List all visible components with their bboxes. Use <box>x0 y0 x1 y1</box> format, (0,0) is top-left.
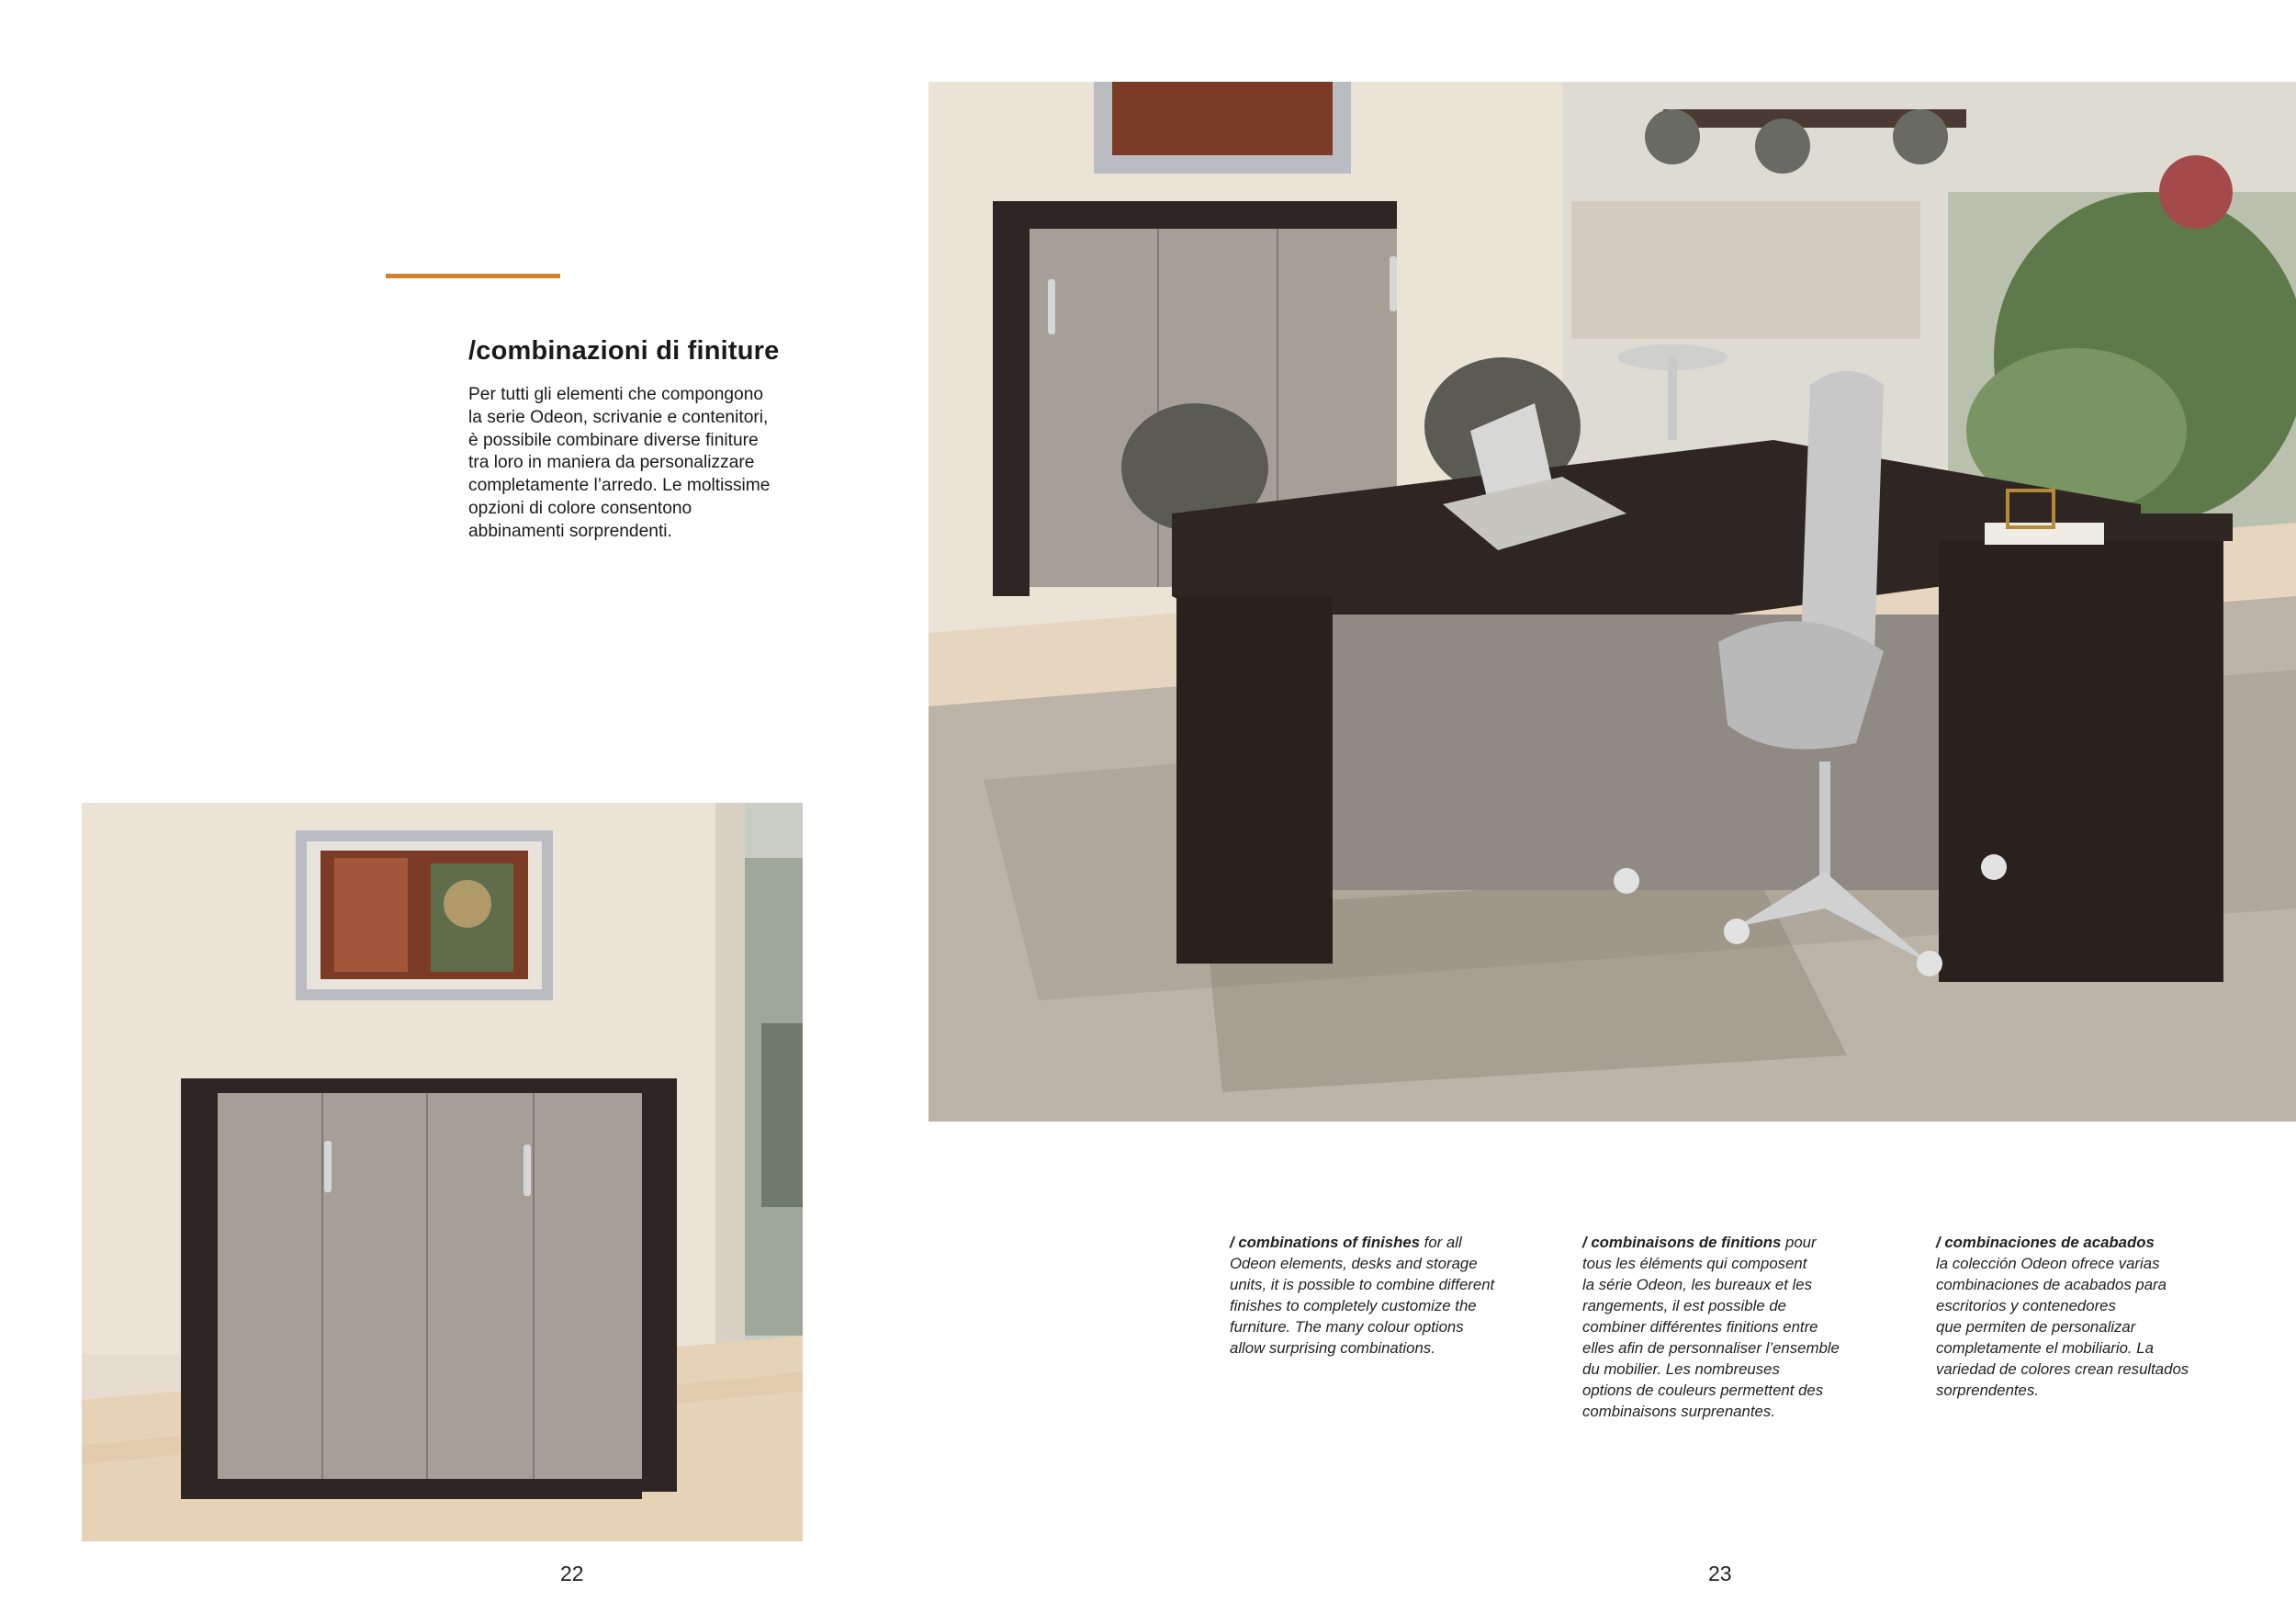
caption-english-lead: / combinations of finishes <box>1230 1234 1420 1251</box>
caption-spanish <box>1936 1232 2239 1401</box>
caption-french-lead: / combinaisons de finitions <box>1582 1234 1782 1251</box>
executive-desk-photo <box>929 82 2296 1122</box>
caption-english-text: for all Odeon elements, desks and storage units, it is possible to combine different finishes to completely customize the furniture. The many colour options allow surprising combinations. <box>1230 1234 1495 1357</box>
storage-cabinet-photo <box>82 803 803 1541</box>
caption-french <box>1582 1232 1876 1422</box>
section-title: /combinazioni di finiture <box>468 336 780 366</box>
caption-english <box>1230 1232 1524 1359</box>
section-body-italian: Per tutti gli elementi che compongono la serie Odeon, scrivanie e contenitori, è possibile combinare diverse finiture tra loro in maniera da personalizzare completamente l’arredo. Le moltissime opzioni di colore consentono abbinamenti sorprendenti. <box>468 385 771 541</box>
caption-spanish-lead: / combinaciones de acabados <box>1936 1234 2155 1251</box>
page-number-right: 23 <box>1708 1562 1732 1585</box>
page-number-left: 22 <box>560 1562 584 1585</box>
accent-divider <box>386 274 560 278</box>
caption-spanish-text: la colección Odeon ofrece varias combinaciones de acabados para escritorios y contenedores que permiten de personalizar completamente el mobiliario. La variedad de colores crean resultados sorprendentes. <box>1936 1255 2189 1399</box>
caption-french-text: pour tous les éléments qui composent la série Odeon, les bureaux et les rangements, il est possible de combiner différentes finitions entre elles afin de personnaliser l’ensemble du mobilier. Les nombreuses options de couleurs permettent des combinaisons surprenantes. <box>1582 1234 1840 1420</box>
